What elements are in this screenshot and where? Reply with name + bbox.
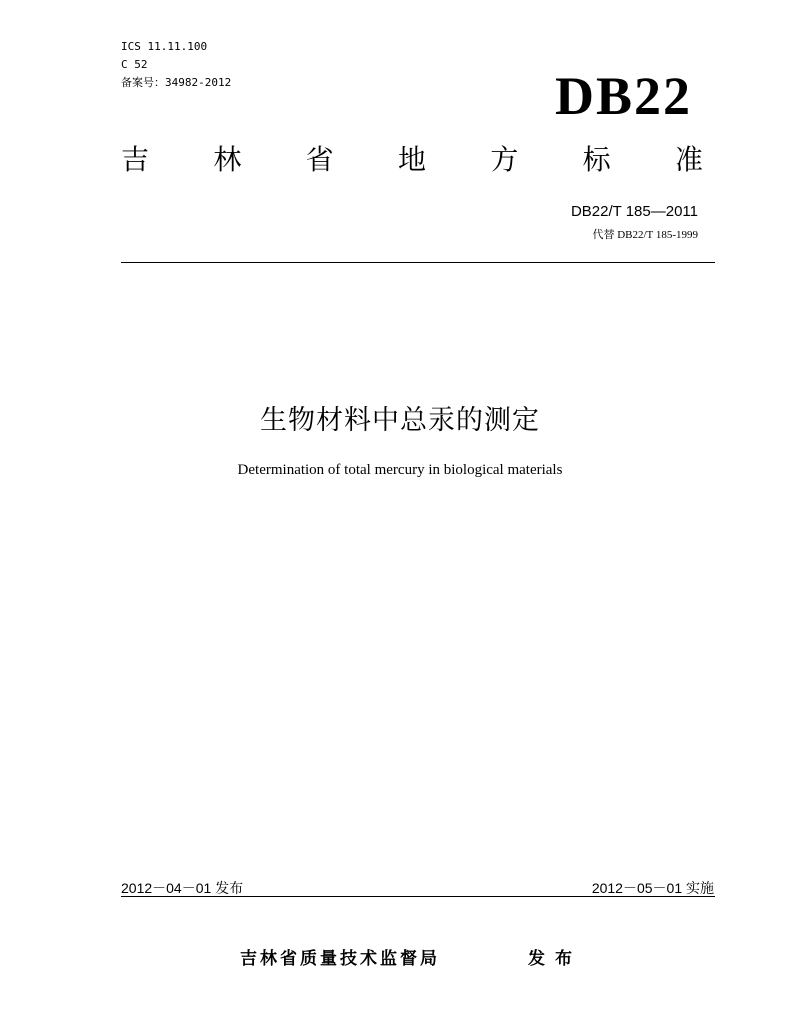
standard-code-logo: DB22 — [554, 66, 692, 126]
document-title-english: Determination of total mercury in biological materials — [237, 462, 563, 478]
ics-code: ICS 11.11.100 — [121, 40, 208, 53]
replaces-standard: 代替 DB22/T 185-1999 — [592, 229, 698, 241]
category-char: 方 — [490, 143, 519, 176]
bottom-divider — [121, 896, 715, 897]
category-char: 吉 — [121, 143, 150, 176]
filing-number: 备案号：34982-2012 — [121, 76, 232, 89]
top-divider — [121, 262, 715, 263]
issue-date: 2012－04－01 发布 — [121, 880, 244, 896]
issue-action: 发布 — [528, 949, 582, 969]
issuing-authority: 吉林省质量技术监督局 — [240, 949, 440, 969]
category-char: 地 — [397, 143, 426, 176]
document-title-chinese: 生物材料中总汞的测定 — [260, 405, 540, 436]
category-char: 林 — [213, 143, 242, 176]
category-char: 标 — [582, 143, 611, 176]
standard-number: DB22/T 185—2011 — [570, 203, 698, 220]
ccs-code: C 52 — [121, 58, 148, 71]
standard-category — [121, 143, 703, 177]
category-char: 准 — [674, 143, 703, 176]
category-char: 省 — [305, 143, 334, 176]
implementation-date: 2012－05－01 实施 — [591, 880, 714, 896]
